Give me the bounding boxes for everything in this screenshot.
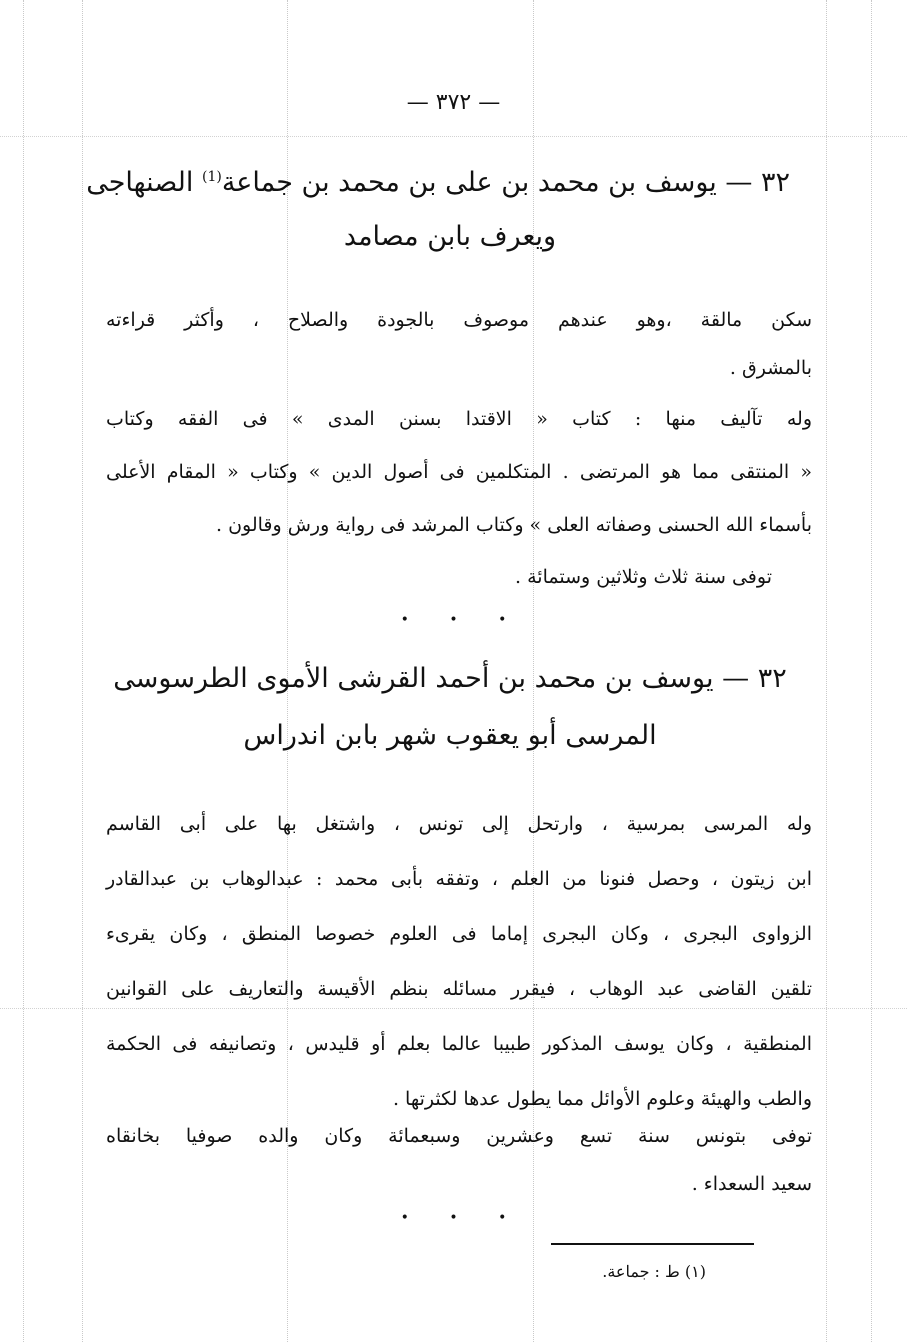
entry-1-title-main: ٣٢ — يوسف بن محمد بن على بن محمد بن جماعة (221, 167, 790, 198)
text-line: توفى بتونس سنة تسع وعشرين وسبعمائة وكان والده صوفيا بخانقاه (106, 1125, 812, 1147)
page-number: — ٣٧٢ — (406, 90, 501, 115)
entry-1-title-line-1 (86, 160, 790, 200)
entry-2-title-line-1: ٣٢ — يوسف بن محمد بن أحمد القرشى الأموى الطرسوسى (113, 663, 787, 694)
entry-1-paragraph-2 (106, 393, 812, 552)
text-line: الزواوى البجرى ، وكان البجرى إماما فى العلوم خصوصا المنطق ، وكان يقرىء (106, 923, 812, 945)
entry-1-paragraph-1 (106, 296, 812, 392)
text-line: سعيد السعداء . (691, 1173, 812, 1195)
entry-2-title-line-2: المرسى أبو يعقوب شهر بابن اندراس (243, 720, 657, 751)
text-line: تلقين القاضى عبد الوهاب ، فيقرر مسائله بنظم الأقيسة والتعاريف على القوانين (106, 978, 812, 1000)
footnote: (١) ط : جماعة. (602, 1262, 706, 1281)
section-separator: • • • (400, 612, 525, 628)
footnote-marker: (1) (201, 169, 222, 185)
entry-1-title-suffix: الصنهاجى (86, 167, 202, 198)
entry-1-title-line-2: ويعرف بابن مصامد (343, 221, 557, 252)
scan-guide-line (826, 0, 827, 1342)
text-line: المنطقية ، وكان يوسف المذكور طبيبا عالما بعلم أو قليدس ، وتصانيفه فى الحكمة (106, 1033, 812, 1055)
text-line: سكن مالقة ،وهو عندهم موصوف بالجودة والصلاح ، وأكثر قراءته (106, 309, 812, 331)
entry-2-paragraph-1 (106, 797, 812, 1127)
scan-guide-line (82, 0, 83, 1342)
text-line: بالمشرق . (729, 357, 812, 379)
text-line: والطب والهيئة وعلوم الأوائل مما يطول عدها لكثرتها . (392, 1088, 812, 1110)
section-separator: • • • (400, 1210, 525, 1226)
scan-guide-line (23, 0, 24, 1342)
entry-2-paragraph-2 (106, 1112, 812, 1208)
text-line: توفى سنة ثلاث وثلاثين وستمائة . (515, 566, 772, 588)
text-line: ابن زيتون ، وحصل فنونا من العلم ، وتفقه بأبى محمد : عبدالوهاب بن عبدالقادر (106, 868, 812, 890)
text-line: وله تآليف منها : كتاب « الاقتدا بسنن المدى » فى الفقه وكتاب (106, 408, 812, 430)
text-line: وله المرسى بمرسية ، وارتحل إلى تونس ، واشتغل بها على أبى القاسم (106, 813, 812, 835)
scan-guide-line (871, 0, 872, 1342)
scan-guide-line (0, 136, 907, 137)
text-line: بأسماء الله الحسنى وصفاته العلى » وكتاب المرشد فى رواية ورش وقالون . (215, 514, 812, 536)
entry-1-paragraph-3 (106, 561, 772, 593)
footnote-rule (551, 1243, 754, 1245)
text-line: « المنتقى مما هو المرتضى . المتكلمين فى أصول الدين » وكتاب « المقام الأعلى (106, 461, 812, 483)
